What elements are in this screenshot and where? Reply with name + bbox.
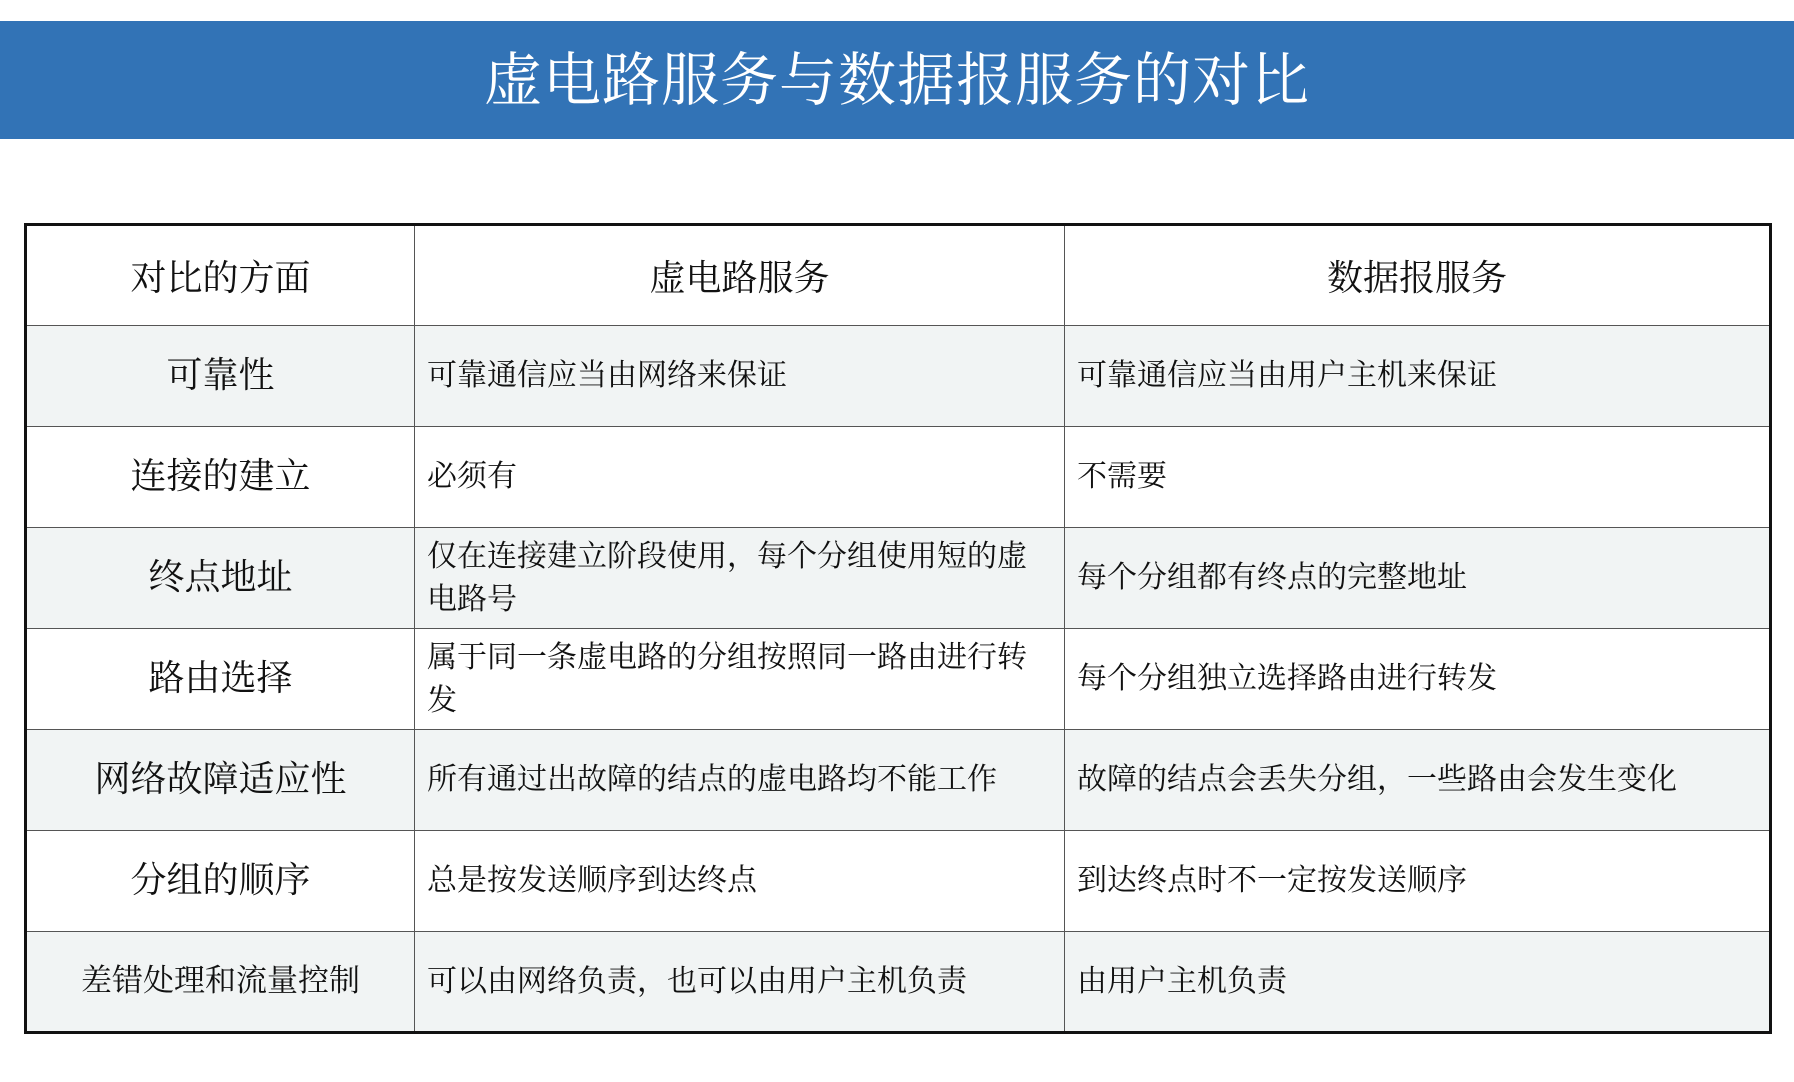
comparison-table-container xyxy=(24,223,1769,1034)
virtual-circuit-cell: 属于同一条虚电路的分组按照同一路由进行转发 xyxy=(415,629,1065,730)
table-row xyxy=(26,629,1771,730)
row-aspect-cell: 终点地址 xyxy=(26,528,415,629)
virtual-circuit-cell: 所有通过出故障的结点的虚电路均不能工作 xyxy=(415,730,1065,831)
virtual-circuit-cell: 可以由网络负责，也可以由用户主机负责 xyxy=(415,932,1065,1033)
datagram-cell: 由用户主机负责 xyxy=(1065,932,1771,1033)
row-aspect-cell: 连接的建立 xyxy=(26,427,415,528)
table-row xyxy=(26,528,1771,629)
row-aspect-cell: 路由选择 xyxy=(26,629,415,730)
table-row xyxy=(26,932,1771,1033)
header-virtual-circuit: 虚电路服务 xyxy=(415,225,1065,326)
datagram-cell: 可靠通信应当由用户主机来保证 xyxy=(1065,326,1771,427)
virtual-circuit-cell: 仅在连接建立阶段使用，每个分组使用短的虚电路号 xyxy=(415,528,1065,629)
page-title: 虚电路服务与数据报服务的对比 xyxy=(483,46,1310,114)
table-row xyxy=(26,427,1771,528)
datagram-cell: 到达终点时不一定按发送顺序 xyxy=(1065,831,1771,932)
comparison-table xyxy=(24,223,1772,1034)
table-row xyxy=(26,730,1771,831)
table-row xyxy=(26,326,1771,427)
virtual-circuit-cell: 总是按发送顺序到达终点 xyxy=(415,831,1065,932)
header-aspect: 对比的方面 xyxy=(26,225,415,326)
row-aspect-cell: 分组的顺序 xyxy=(26,831,415,932)
virtual-circuit-cell: 必须有 xyxy=(415,427,1065,528)
datagram-cell: 故障的结点会丢失分组，一些路由会发生变化 xyxy=(1065,730,1771,831)
table-row xyxy=(26,831,1771,932)
title-bar xyxy=(0,21,1794,139)
row-aspect-cell: 差错处理和流量控制 xyxy=(26,932,415,1033)
row-aspect-cell: 可靠性 xyxy=(26,326,415,427)
row-aspect-cell: 网络故障适应性 xyxy=(26,730,415,831)
datagram-cell: 不需要 xyxy=(1065,427,1771,528)
virtual-circuit-cell: 可靠通信应当由网络来保证 xyxy=(415,326,1065,427)
table-header-row xyxy=(26,225,1771,326)
datagram-cell: 每个分组都有终点的完整地址 xyxy=(1065,528,1771,629)
header-datagram: 数据报服务 xyxy=(1065,225,1771,326)
datagram-cell: 每个分组独立选择路由进行转发 xyxy=(1065,629,1771,730)
